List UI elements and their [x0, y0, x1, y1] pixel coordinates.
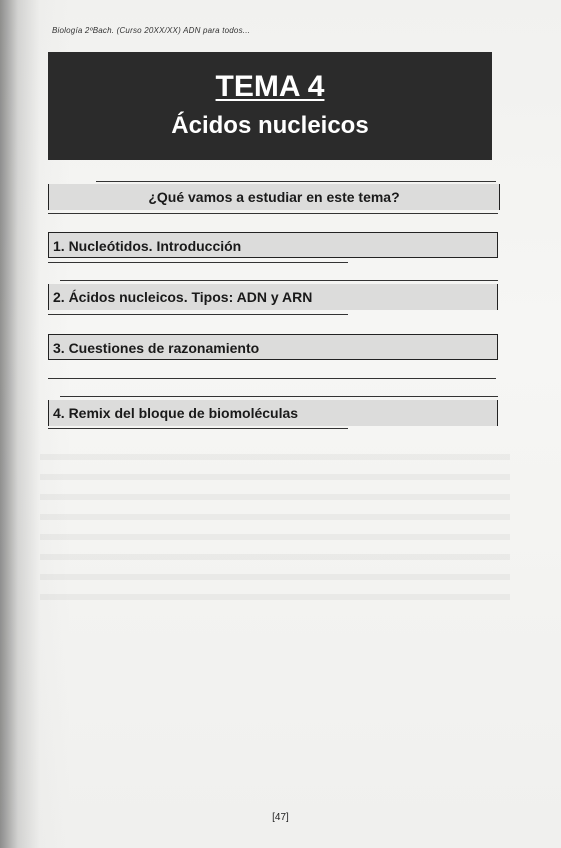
list-item-label: 4. Remix del bloque de biomoléculas — [53, 405, 299, 421]
list-item — [48, 232, 498, 258]
divider-line — [48, 213, 498, 214]
section-question: ¿Qué vamos a estudiar en este tema? — [48, 184, 500, 210]
list-item — [48, 400, 498, 426]
divider-line — [48, 262, 348, 263]
running-header: Biología 2ºBach. (Curso 20XX/XX) ADN para todos... — [52, 26, 251, 35]
topic-number: TEMA 4 — [215, 70, 325, 103]
divider-line — [48, 378, 496, 379]
page-number: [47] — [272, 812, 289, 823]
list-item — [48, 284, 498, 310]
divider-line — [60, 280, 498, 281]
topic-title: Ácidos nucleicos — [171, 112, 369, 139]
list-item-label: 1. Nucleótidos. Introducción — [53, 238, 242, 254]
list-item-label: 2. Ácidos nucleicos. Tipos: ADN y ARN — [53, 289, 313, 305]
list-item — [48, 334, 498, 360]
divider-line — [60, 396, 498, 397]
list-item-label: 3. Cuestiones de razonamiento — [53, 340, 260, 356]
divider-line — [96, 181, 496, 182]
title-box — [48, 52, 492, 160]
divider-line — [48, 428, 348, 429]
divider-line — [48, 314, 348, 315]
bleed-through-text — [40, 440, 510, 700]
